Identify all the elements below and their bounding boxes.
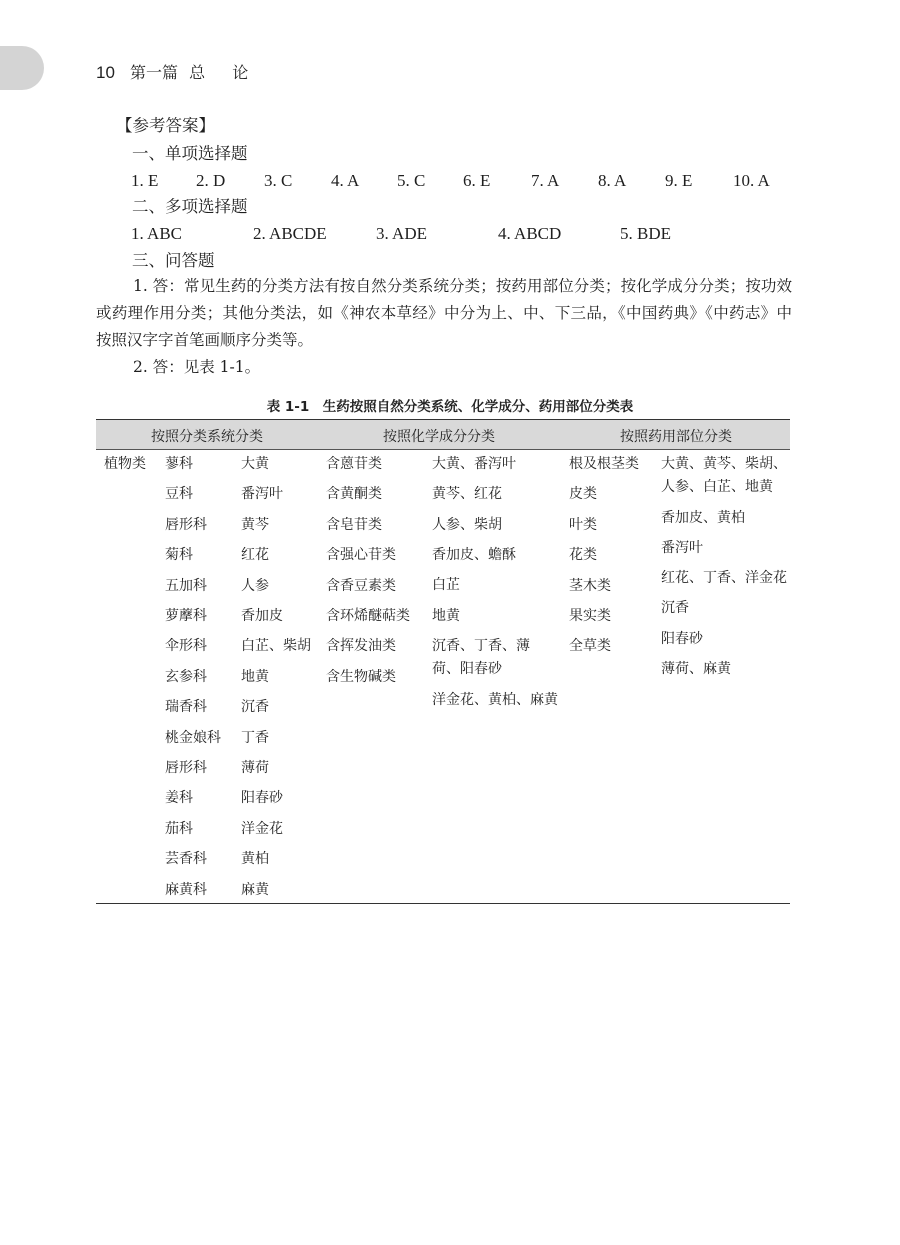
table-cell-drug: 黄芩 [241, 517, 269, 533]
table-cell-family: 姜科 [165, 790, 193, 806]
table-cell-chemical-drugs: 黄芩、红花 [432, 486, 502, 502]
mc-multi-answer: 1. ABC [131, 224, 183, 243]
table-cell-drug: 白芷、柴胡 [241, 638, 311, 654]
table-cell-drug: 麻黄 [241, 882, 269, 898]
table-cell-part-label: 皮类 [569, 486, 597, 502]
mc-single-answer: 8. A [598, 171, 627, 190]
table-cell-drug: 丁香 [241, 730, 269, 746]
table-cell-family: 豆科 [165, 486, 193, 502]
table-cell-chemical-class: 含挥发油类 [326, 638, 396, 654]
table-cell-drug: 人参 [241, 578, 269, 594]
col-header-natural: 按照分类系统分类 [151, 429, 263, 445]
table-cell-drug: 大黄 [241, 456, 269, 472]
table-cell-part-label: 茎木类 [569, 578, 611, 594]
table-cell-category: 植物类 [104, 456, 146, 472]
table-cell-part-label: 叶类 [569, 517, 597, 533]
table-caption: 表 1-1 生药按照自然分类系统、化学成分、药用部位分类表 [266, 399, 634, 415]
mc-single-answer: 3. C [264, 171, 293, 190]
part-label: 第一篇 [130, 63, 179, 82]
col-header-part: 按照药用部位分类 [620, 429, 732, 445]
mc-single-answer: 7. A [531, 171, 560, 190]
table-cell-drug: 香加皮 [241, 608, 283, 624]
table-cell-chemical-drugs: 大黄、番泻叶 [432, 456, 516, 472]
table-cell-family: 唇形科 [165, 760, 207, 776]
table-cell-drug: 薄荷 [241, 760, 269, 776]
table-cell-drug: 红花 [241, 547, 269, 563]
table-cell-chemical-drugs: 沉香、丁香、薄荷、阳春砂 [432, 638, 530, 677]
table-cell-part-drugs: 红花、丁香、洋金花 [661, 570, 787, 586]
mc-multi-answer: 5. BDE [620, 224, 671, 243]
section-1-title: 一、单项选择题 [132, 144, 248, 163]
table-cell-part-drugs: 薄荷、麻黄 [661, 661, 731, 677]
table-cell-family: 伞形科 [165, 638, 207, 654]
page-number: 10 [96, 63, 115, 82]
table-cell-drug: 阳春砂 [241, 790, 283, 806]
table-cell-chemical-class: 含黄酮类 [326, 486, 382, 502]
table-cell-part-drugs: 香加皮、黄柏 [661, 510, 745, 526]
col-header-chemical: 按照化学成分分类 [383, 429, 495, 445]
mc-single-answer: 4. A [331, 171, 360, 190]
mc-multi-answer: 3. ADE [376, 224, 427, 243]
running-header [96, 60, 248, 83]
table-cell-family: 唇形科 [165, 517, 207, 533]
table-cell-family: 瑞香科 [165, 699, 207, 715]
table-cell-drug: 番泻叶 [241, 486, 283, 502]
page-corner-tab [0, 46, 44, 90]
mc-single-answer: 5. C [397, 171, 426, 190]
table-cell-family: 五加科 [165, 578, 207, 594]
table-cell-chemical-class: 含皂苷类 [326, 517, 382, 533]
table-cell-family: 蓼科 [165, 456, 193, 472]
table-cell-chemical-class: 含香豆素类 [326, 578, 396, 594]
mc-single-answer: 6. E [463, 171, 491, 190]
table-cell-family: 茄科 [165, 821, 193, 837]
mc-single-answer: 2. D [196, 171, 226, 190]
answer-paragraph-2: 2. 答：见表 1-1。 [133, 358, 261, 376]
mc-multi-answer: 4. ABCD [498, 224, 562, 243]
mc-single-answer: 10. A [733, 171, 770, 190]
table-cell-part-drugs: 番泻叶 [661, 540, 703, 556]
table-cell-part-label: 果实类 [569, 608, 611, 624]
section-3-title: 三、问答题 [132, 251, 215, 270]
mc-single-answer: 9. E [665, 171, 693, 190]
table-cell-chemical-class: 含蒽苷类 [326, 456, 382, 472]
table-cell-family: 玄参科 [165, 669, 207, 685]
table-cell-chemical-drugs: 洋金花、黄柏、麻黄 [432, 692, 558, 708]
table-cell-part-drugs: 阳春砂 [661, 631, 703, 647]
answers-heading: 【参考答案】 [116, 116, 215, 135]
table-cell-family: 菊科 [165, 547, 193, 563]
mc-multi-answer: 2. ABCDE [253, 224, 327, 243]
table-cell-part-drugs: 大黄、黄芩、柴胡、人参、白芷、地黄 [661, 456, 787, 495]
table-cell-chemical-class: 含生物碱类 [326, 669, 396, 685]
table-header-row [96, 420, 790, 450]
table-cell-family: 麻黄科 [165, 882, 207, 898]
table-cell-chemical-class: 含环烯醚萜类 [326, 608, 410, 624]
table-cell-chemical-drugs: 白芷 [432, 577, 460, 593]
table-cell-drug: 地黄 [241, 669, 269, 685]
answer-paragraph-1: 1. 答：常见生药的分类方法有按自然分类系统分类；按药用部位分类；按化学成分分类；按功效或药理作用分类；其他分类法，如《神农本草经》中分为上、中、下三品，《中国药典》《中药志》中按照汉字字首笔画顺序分类等。 [96, 277, 792, 349]
table-cell-family: 萝藦科 [165, 608, 207, 624]
part-title: 总 [189, 63, 206, 82]
table-cell-drug: 黄柏 [241, 851, 269, 867]
section-2-title: 二、多项选择题 [132, 197, 248, 216]
table-cell-part-label: 根及根茎类 [569, 456, 639, 472]
table-cell-family: 桃金娘科 [165, 730, 221, 746]
table-cell-part-label: 全草类 [569, 638, 611, 654]
table-cell-chemical-drugs: 地黄 [432, 608, 460, 624]
table-cell-part-drugs: 沉香 [661, 600, 689, 616]
table-cell-part-label: 花类 [569, 547, 597, 563]
table-cell-chemical-drugs: 人参、柴胡 [432, 517, 502, 533]
table-cell-chemical-class: 含强心苷类 [326, 547, 396, 563]
part-title-2: 论 [232, 63, 249, 82]
table-cell-drug: 洋金花 [241, 821, 283, 837]
table-cell-drug: 沉香 [241, 699, 269, 715]
mc-single-answer: 1. E [131, 171, 159, 190]
table-cell-family: 芸香科 [165, 851, 207, 867]
table-bottom-rule [96, 903, 790, 904]
table-cell-chemical-drugs: 香加皮、蟾酥 [432, 547, 516, 563]
